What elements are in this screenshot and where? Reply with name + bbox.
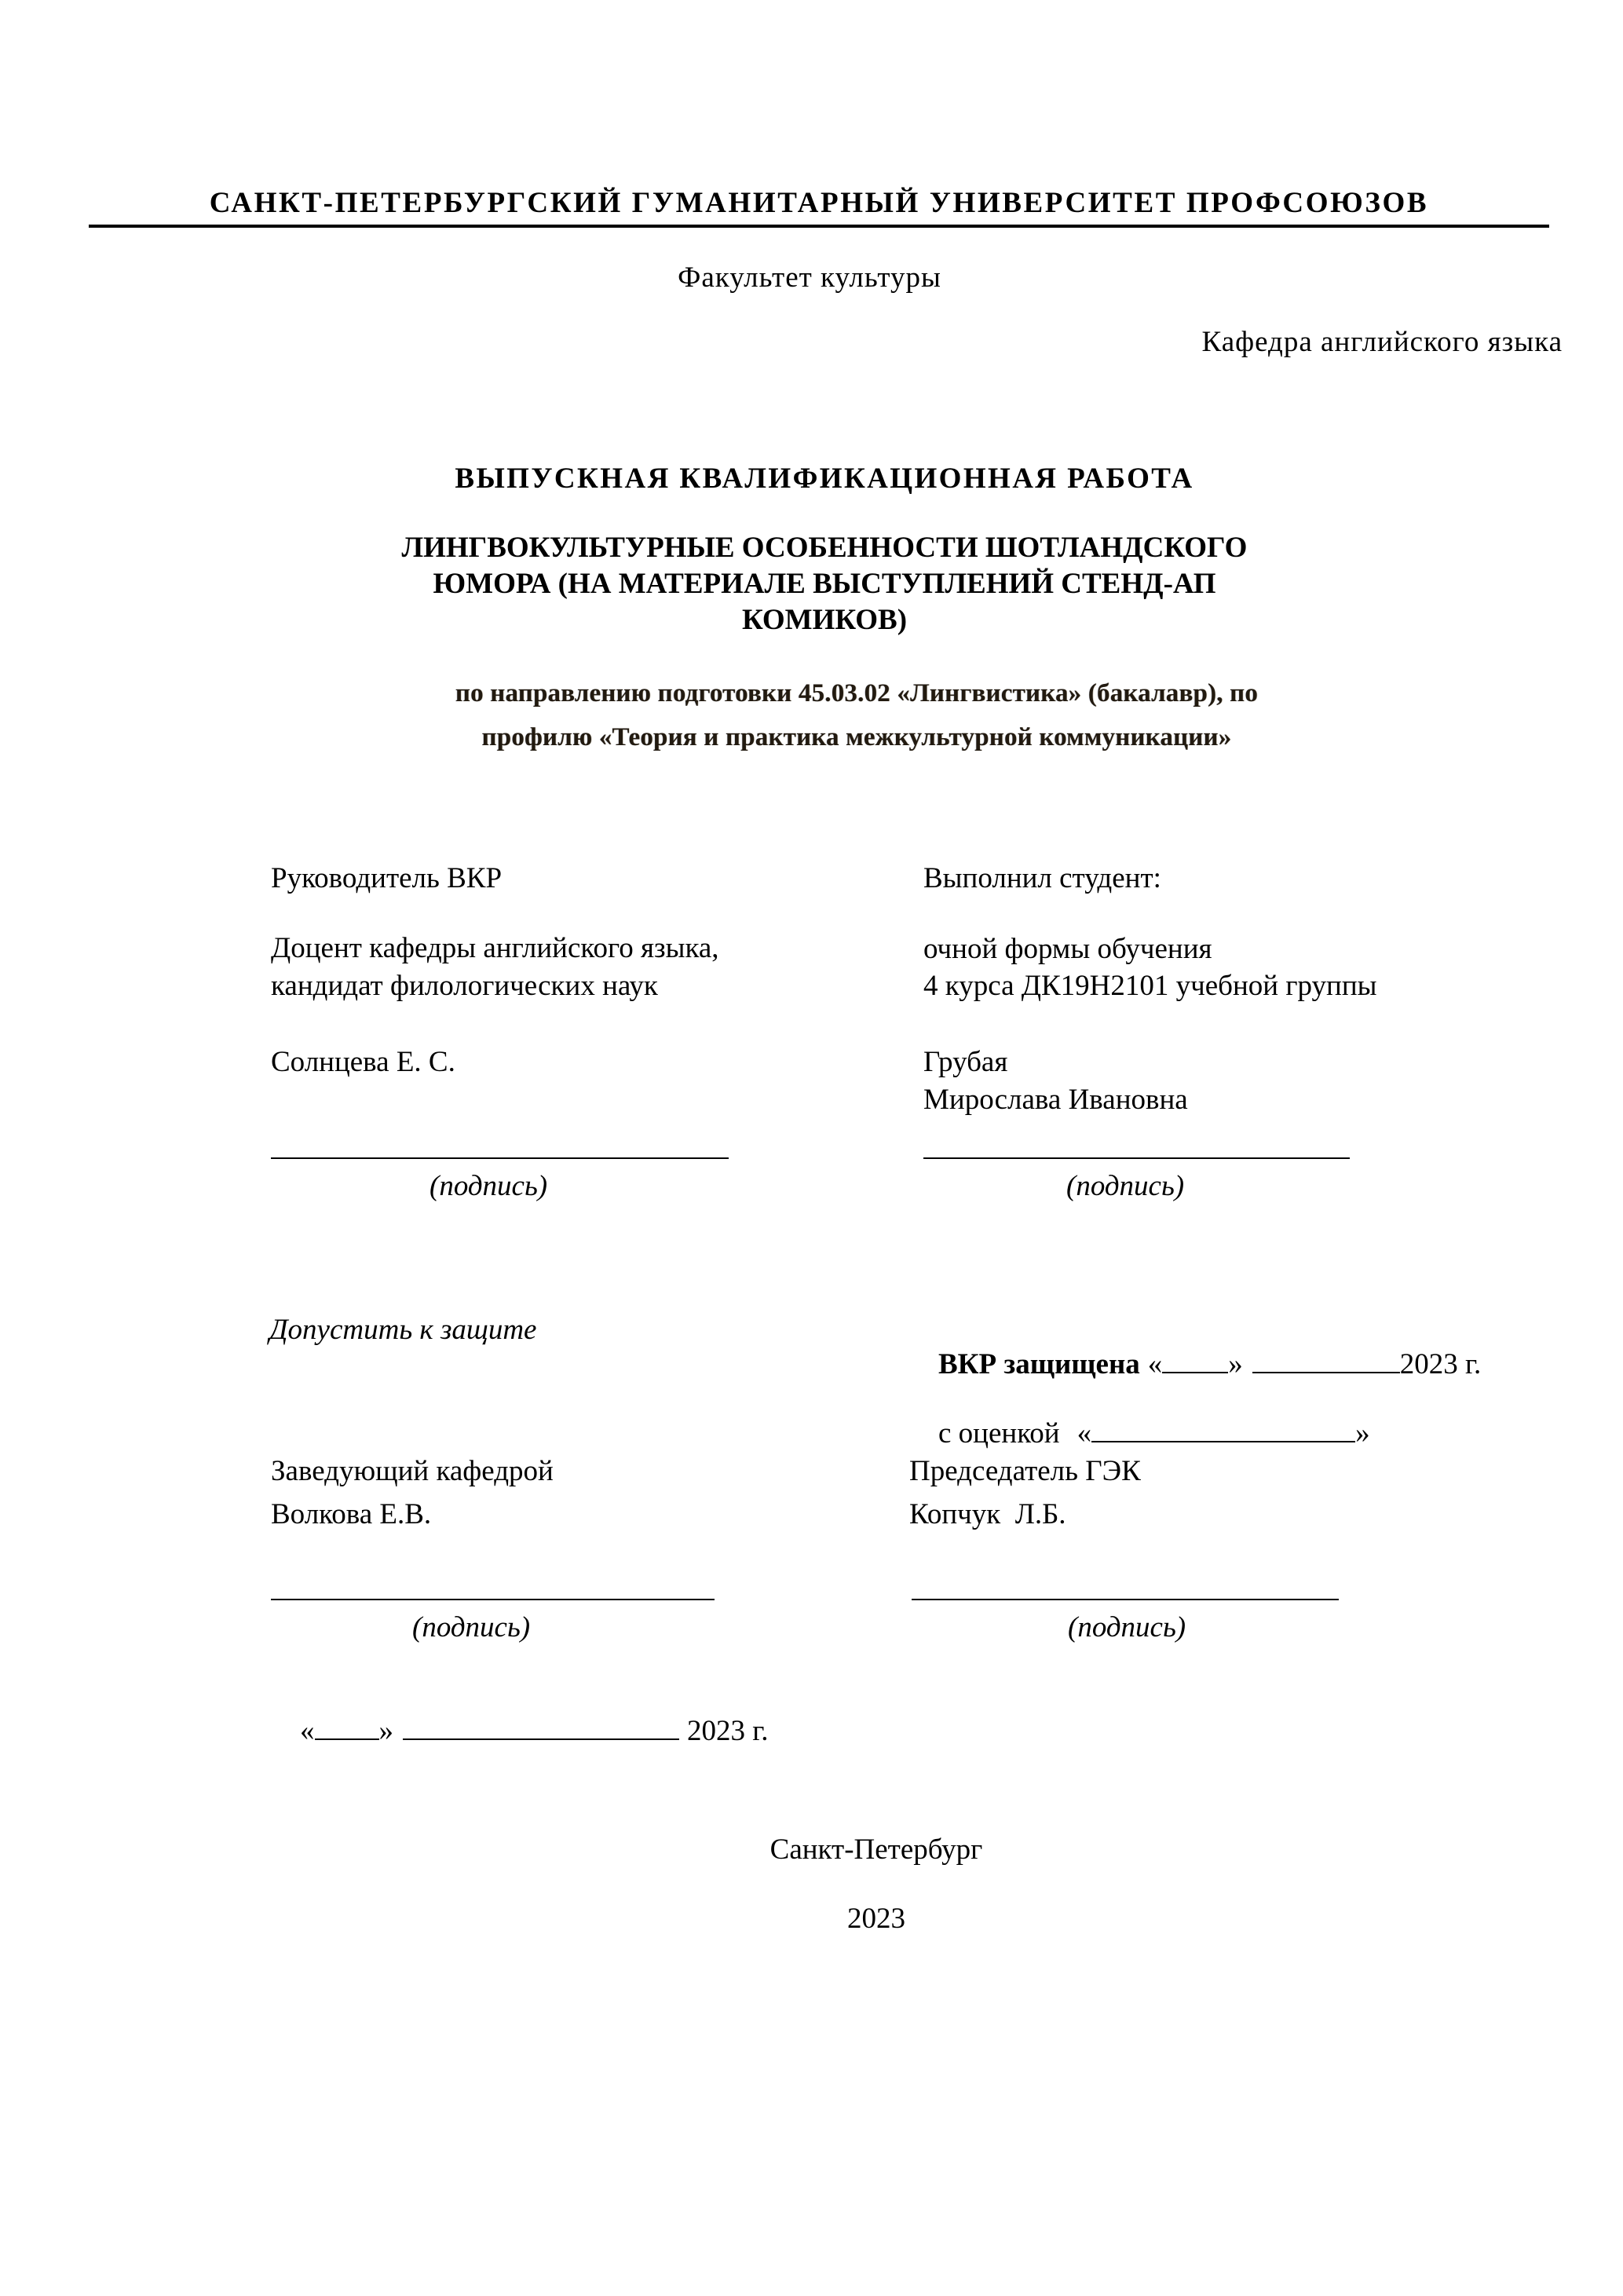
admission-date-line: [271, 1684, 769, 1775]
footer-city: Санкт-Петербург: [769, 1834, 983, 1866]
direction-line-2: профилю «Теория и практика межкультурной коммуникации»: [481, 723, 1232, 751]
faculty-name: Факультет культуры: [678, 261, 941, 294]
admission-month-blank[interactable]: [403, 1713, 679, 1740]
chair-signature-caption: (подпись): [1068, 1611, 1186, 1643]
defense-date-open-quote: «: [1147, 1348, 1163, 1380]
admission-date-year: 2023 г.: [687, 1715, 769, 1747]
footer-year: 2023: [847, 1903, 905, 1935]
head-of-department-role: Заведующий кафедрой: [271, 1455, 554, 1487]
topic-line-3: КОМИКОВ): [741, 604, 908, 636]
defense-date-year: 2023 г.: [1399, 1348, 1482, 1380]
grade-open-quote: «: [1077, 1417, 1092, 1450]
supervisor-signature-caption: (подпись): [430, 1170, 548, 1202]
admission-date-close-quote: »: [378, 1715, 393, 1747]
admission-date-open-quote: «: [300, 1715, 315, 1747]
supervisor-position-line-2: кандидат филологических наук: [271, 970, 658, 1002]
grade-blank[interactable]: [1091, 1415, 1355, 1442]
supervisor-name: Солнцева Е. С.: [271, 1046, 455, 1078]
grade-close-quote: »: [1355, 1417, 1370, 1450]
student-surname: Грубая: [923, 1046, 1008, 1078]
department-name: Кафедра английского языка: [1201, 326, 1563, 358]
chair-signature-line: [912, 1599, 1339, 1600]
admission-day-blank[interactable]: [315, 1713, 379, 1740]
student-role: Выполнил студент:: [923, 862, 1161, 894]
work-type-heading: ВЫПУСКНАЯ КВАЛИФИКАЦИОННАЯ РАБОТА: [455, 462, 1194, 495]
supervisor-position-line-1: Доцент кафедры английского языка,: [271, 932, 719, 964]
head-signature-caption: (подпись): [412, 1611, 531, 1643]
head-signature-line: [271, 1599, 715, 1600]
direction-line-1: по направлению подготовки 45.03.02 «Лингвистика» (бакалавр), по: [455, 679, 1259, 707]
defense-month-blank[interactable]: [1252, 1346, 1400, 1373]
student-details-line-1: очной формы обучения: [923, 933, 1212, 965]
topic-line-2: ЮМОРА (НА МАТЕРИАЛЕ ВЫСТУПЛЕНИЙ СТЕНД-АП: [433, 568, 1216, 600]
defense-date-close-quote: »: [1228, 1348, 1243, 1380]
defense-label: ВКР защищена: [938, 1348, 1140, 1380]
university-name: САНКТ-ПЕТЕРБУРГСКИЙ ГУМАНИТАРНЫЙ УНИВЕРСИТЕТ ПРОФСОЮЗОВ: [209, 187, 1429, 219]
head-of-department-name: Волкова Е.В.: [271, 1498, 432, 1530]
supervisor-signature-line: [271, 1157, 729, 1159]
header-rule: [89, 225, 1549, 228]
defense-day-blank[interactable]: [1162, 1346, 1228, 1373]
grade-label: с оценкой: [938, 1417, 1060, 1450]
commission-chair-role: Председатель ГЭК: [909, 1455, 1141, 1487]
supervisor-role: Руководитель ВКР: [271, 862, 503, 894]
student-signature-caption: (подпись): [1066, 1170, 1185, 1202]
commission-chair-name: Копчук Л.Б.: [909, 1498, 1066, 1530]
student-signature-line: [923, 1157, 1350, 1159]
admission-label: Допустить к защите: [269, 1314, 537, 1346]
student-details-line-2: 4 курса ДК19Н2101 учебной группы: [923, 970, 1377, 1002]
student-given-names: Мирослава Ивановна: [923, 1084, 1188, 1116]
topic-line-1: ЛИНГВОКУЛЬТУРНЫЕ ОСОБЕННОСТИ ШОТЛАНДСКОГО: [401, 532, 1248, 564]
